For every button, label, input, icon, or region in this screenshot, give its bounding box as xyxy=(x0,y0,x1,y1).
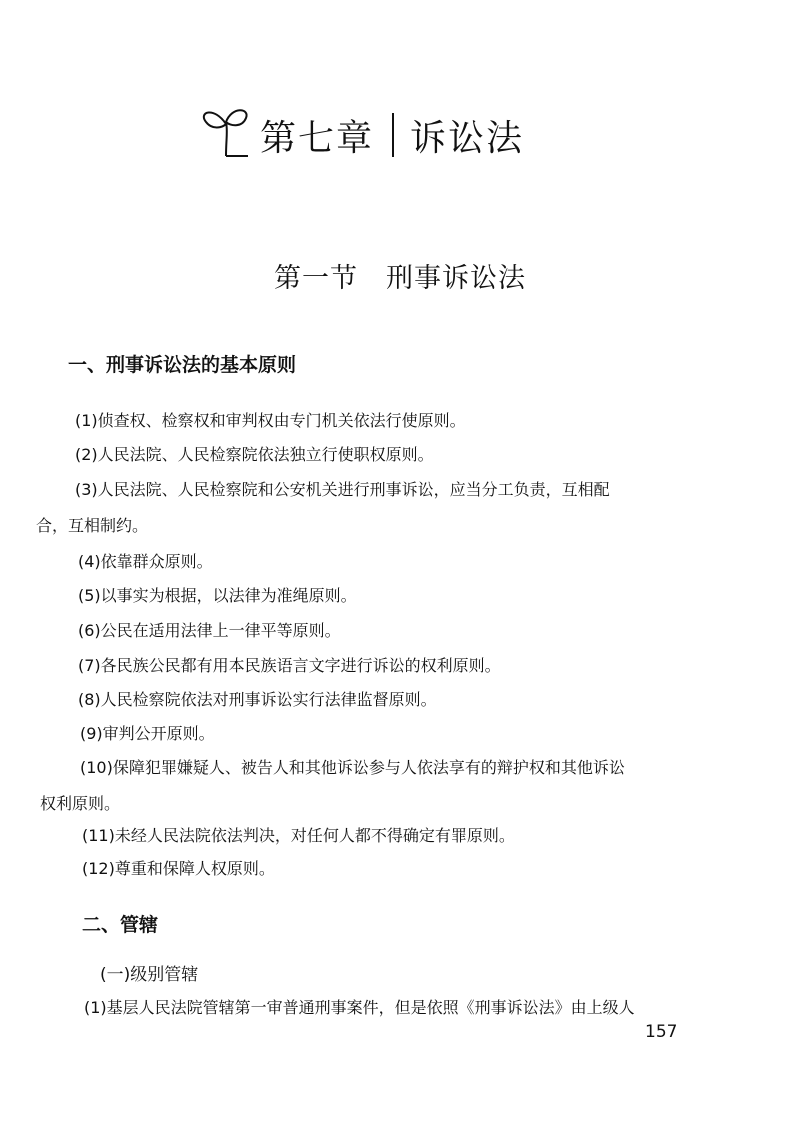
page-number: 157 xyxy=(645,1022,678,1042)
chapter-number: 第七章 xyxy=(260,117,375,159)
principle-line: (5)以事实为根据，以法律为准绳原则。 xyxy=(78,586,357,605)
principle-line: (1)侦查权、检察权和审判权由专门机关依法行使原则。 xyxy=(75,411,466,430)
section-title: 第一节 刑事诉讼法 xyxy=(274,263,526,294)
principle-line: (8)人民检察院依法对刑事诉讼实行法律监督原则。 xyxy=(78,690,437,709)
principle-line: (4)依靠群众原则。 xyxy=(78,552,213,571)
principle-line: (6)公民在适用法律上一律平等原则。 xyxy=(78,621,341,640)
chapter-title: 诉讼法 xyxy=(410,117,525,159)
principle-line: (3)人民法院、人民检察院和公安机关进行刑事诉讼，应当分工负责，互相配 xyxy=(75,480,610,499)
part2-heading: 二、管辖 xyxy=(82,914,159,936)
principle-line: (11)未经人民法院依法判决，对任何人都不得确定有罪原则。 xyxy=(82,826,515,845)
principle-line: (7)各民族公民都有用本民族语言文字进行诉讼的权利原则。 xyxy=(78,656,501,675)
part1-heading: 一、刑事诉讼法的基本原则 xyxy=(68,354,297,376)
part2-subheading: (一)级别管辖 xyxy=(100,965,199,985)
sprout-icon xyxy=(196,100,256,170)
chapter-heading xyxy=(196,100,524,170)
principle-line: (2)人民法院、人民检察院依法独立行使职权原则。 xyxy=(75,445,434,464)
principle-line: (10)保障犯罪嫌疑人、被告人和其他诉讼参与人依法享有的辩护权和其他诉讼 xyxy=(80,758,625,777)
jurisdiction-line: (1)基层人民法院管辖第一审普通刑事案件，但是依照《刑事诉讼法》由上级人 xyxy=(84,998,635,1017)
chapter-divider xyxy=(392,113,394,157)
principle-line: 合，互相制约。 xyxy=(36,516,149,535)
principle-line: 权利原则。 xyxy=(40,794,121,813)
principle-line: (9)审判公开原则。 xyxy=(80,724,215,743)
principle-line: (12)尊重和保障人权原则。 xyxy=(82,859,275,878)
